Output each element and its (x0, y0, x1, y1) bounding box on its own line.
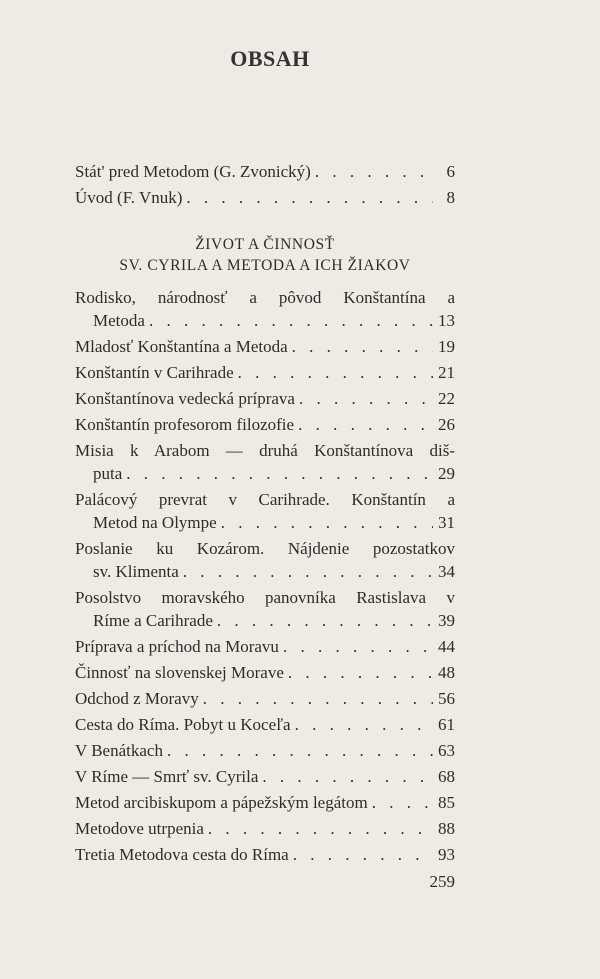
toc-entry-row (75, 160, 455, 183)
dot-leader (234, 361, 433, 384)
dot-leader (122, 462, 433, 485)
dot-leader (311, 160, 433, 183)
toc-entry-row (75, 335, 455, 358)
toc-entry-title-line: Posolstvo moravského panovníka Rastislava v (75, 588, 455, 607)
toc-entry-title: Konštantín profesorom filozofie (75, 415, 295, 434)
dot-leader (295, 387, 433, 410)
toc-entry-row (75, 560, 455, 583)
toc-entry-page: 48 (438, 663, 455, 682)
toc-entry-page: 63 (438, 741, 455, 760)
toc-list (75, 286, 455, 869)
section-heading-line-1: ŽIVOT A ČINNOSŤ (195, 236, 335, 253)
toc-entry-title: sv. Klimenta (93, 562, 179, 581)
toc-entry-title: Konštantín v Carihrade (75, 363, 234, 382)
toc-entry-title: Metoda (93, 311, 145, 330)
toc-entry (75, 160, 455, 183)
toc-entry-row (75, 511, 455, 534)
toc-entry-title: Metodove utrpenia (75, 819, 204, 838)
toc-entry-page: 44 (438, 637, 455, 656)
toc-entry-row (75, 713, 455, 736)
dot-leader (291, 713, 433, 736)
dot-leader (163, 739, 433, 762)
toc-entry-page: 13 (438, 311, 455, 330)
toc-entry-row (75, 765, 455, 788)
toc-entry-title: puta (93, 464, 123, 483)
toc-entry-page: 93 (438, 845, 455, 864)
toc-entry (75, 713, 455, 736)
toc-entry (75, 661, 455, 684)
toc-entry-page: 56 (438, 689, 455, 708)
section-heading-line-2: SV. CYRILA A METODA A ICH ŽIAKOV (119, 257, 411, 274)
toc-entry-row (75, 739, 455, 762)
dot-leader (258, 765, 433, 788)
toc-entry-page: 39 (438, 611, 455, 630)
toc-entry (75, 635, 455, 658)
toc-entry-row (75, 186, 455, 209)
toc-entry-row (75, 462, 455, 485)
toc-entry-title: Úvod (F. Vnuk) (75, 188, 183, 207)
dot-leader (199, 687, 433, 710)
toc-entry (75, 537, 455, 583)
toc-entry-page: 19 (438, 337, 455, 356)
toc-entry-title-line: Poslanie ku Kozárom. Nájdenie pozostatkov (75, 539, 455, 558)
toc-entry (75, 791, 455, 814)
toc-entry-title: V Ríme — Smrť sv. Cyrila (75, 767, 259, 786)
dot-leader (368, 791, 433, 814)
toc-entry-title: Ríme a Carihrade (93, 611, 213, 630)
dot-leader (204, 817, 433, 840)
dot-leader (279, 635, 433, 658)
toc-entry-page: 22 (438, 389, 455, 408)
toc-entry-title-line: Palácový prevrat v Carihrade. Konštantín a (75, 490, 455, 509)
toc-entry-row (75, 387, 455, 410)
toc-entry-row (75, 609, 455, 632)
toc-entry-title: Cesta do Ríma. Pobyt u Koceľa (75, 715, 291, 734)
toc-entry-page: 31 (438, 513, 455, 532)
toc-entry-page: 6 (446, 162, 455, 181)
dot-leader (179, 560, 433, 583)
toc-entry-page: 8 (446, 188, 455, 207)
toc-entry-row (75, 635, 455, 658)
toc-entry (75, 186, 455, 209)
toc-entry-page: 29 (438, 464, 455, 483)
toc-entry (75, 843, 455, 866)
toc-entry-title: Odchod z Moravy (75, 689, 199, 708)
dot-leader (182, 186, 433, 209)
toc-entry (75, 687, 455, 710)
toc-entry-title: Príprava a príchod na Moravu (75, 637, 279, 656)
toc-entry-page: 21 (438, 363, 455, 382)
toc-entry-page: 34 (438, 562, 455, 581)
front-matter-list (75, 160, 455, 212)
dot-leader (145, 309, 433, 332)
toc-entry (75, 361, 455, 384)
toc-entry (75, 439, 455, 485)
toc-entry-row (75, 361, 455, 384)
toc-entry-page: 68 (438, 767, 455, 786)
toc-entry (75, 488, 455, 534)
dot-leader (217, 511, 433, 534)
toc-entry-title: Stát' pred Metodom (G. Zvonický) (75, 162, 311, 181)
toc-entry-page: 85 (438, 793, 455, 812)
section-heading (75, 234, 455, 276)
page-number: 259 (429, 872, 455, 891)
toc-entry (75, 739, 455, 762)
toc-entry (75, 817, 455, 840)
toc-entry-title: Metod na Olympe (93, 513, 217, 532)
toc-entry-page: 88 (438, 819, 455, 838)
toc-entry-title: Tretia Metodova cesta do Ríma (75, 845, 289, 864)
toc-entry-title: Činnosť na slovenskej Morave (75, 663, 284, 682)
toc-entry-row (75, 687, 455, 710)
toc-entry (75, 335, 455, 358)
toc-entry-title: Konštantínova vedecká príprava (75, 389, 295, 408)
toc-entry-row (75, 413, 455, 436)
toc-entry-row (75, 791, 455, 814)
dot-leader (288, 335, 433, 358)
toc-entry-title-line: Misia k Arabom — druhá Konštantínova diš- (75, 441, 455, 460)
toc-entry-title: Metod arcibiskupom a pápežským legátom (75, 793, 368, 812)
toc-entry-title: Mladosť Konštantína a Metoda (75, 337, 288, 356)
toc-entry (75, 586, 455, 632)
toc-entry-page: 61 (438, 715, 455, 734)
toc-entry-row (75, 309, 455, 332)
dot-leader (289, 843, 433, 866)
toc-entry-page: 26 (438, 415, 455, 434)
dot-leader (284, 661, 433, 684)
toc-entry-row (75, 661, 455, 684)
toc-entry (75, 286, 455, 332)
toc-entry (75, 413, 455, 436)
toc-entry (75, 765, 455, 788)
toc-entry-title: V Benátkach (75, 741, 163, 760)
dot-leader (213, 609, 433, 632)
toc-entry-title-line: Rodisko, národnosť a pôvod Konštantína a (75, 288, 455, 307)
page-title: OBSAH (230, 46, 310, 71)
toc-entry-row (75, 817, 455, 840)
dot-leader (294, 413, 433, 436)
toc-entry-row (75, 843, 455, 866)
toc-entry (75, 387, 455, 410)
